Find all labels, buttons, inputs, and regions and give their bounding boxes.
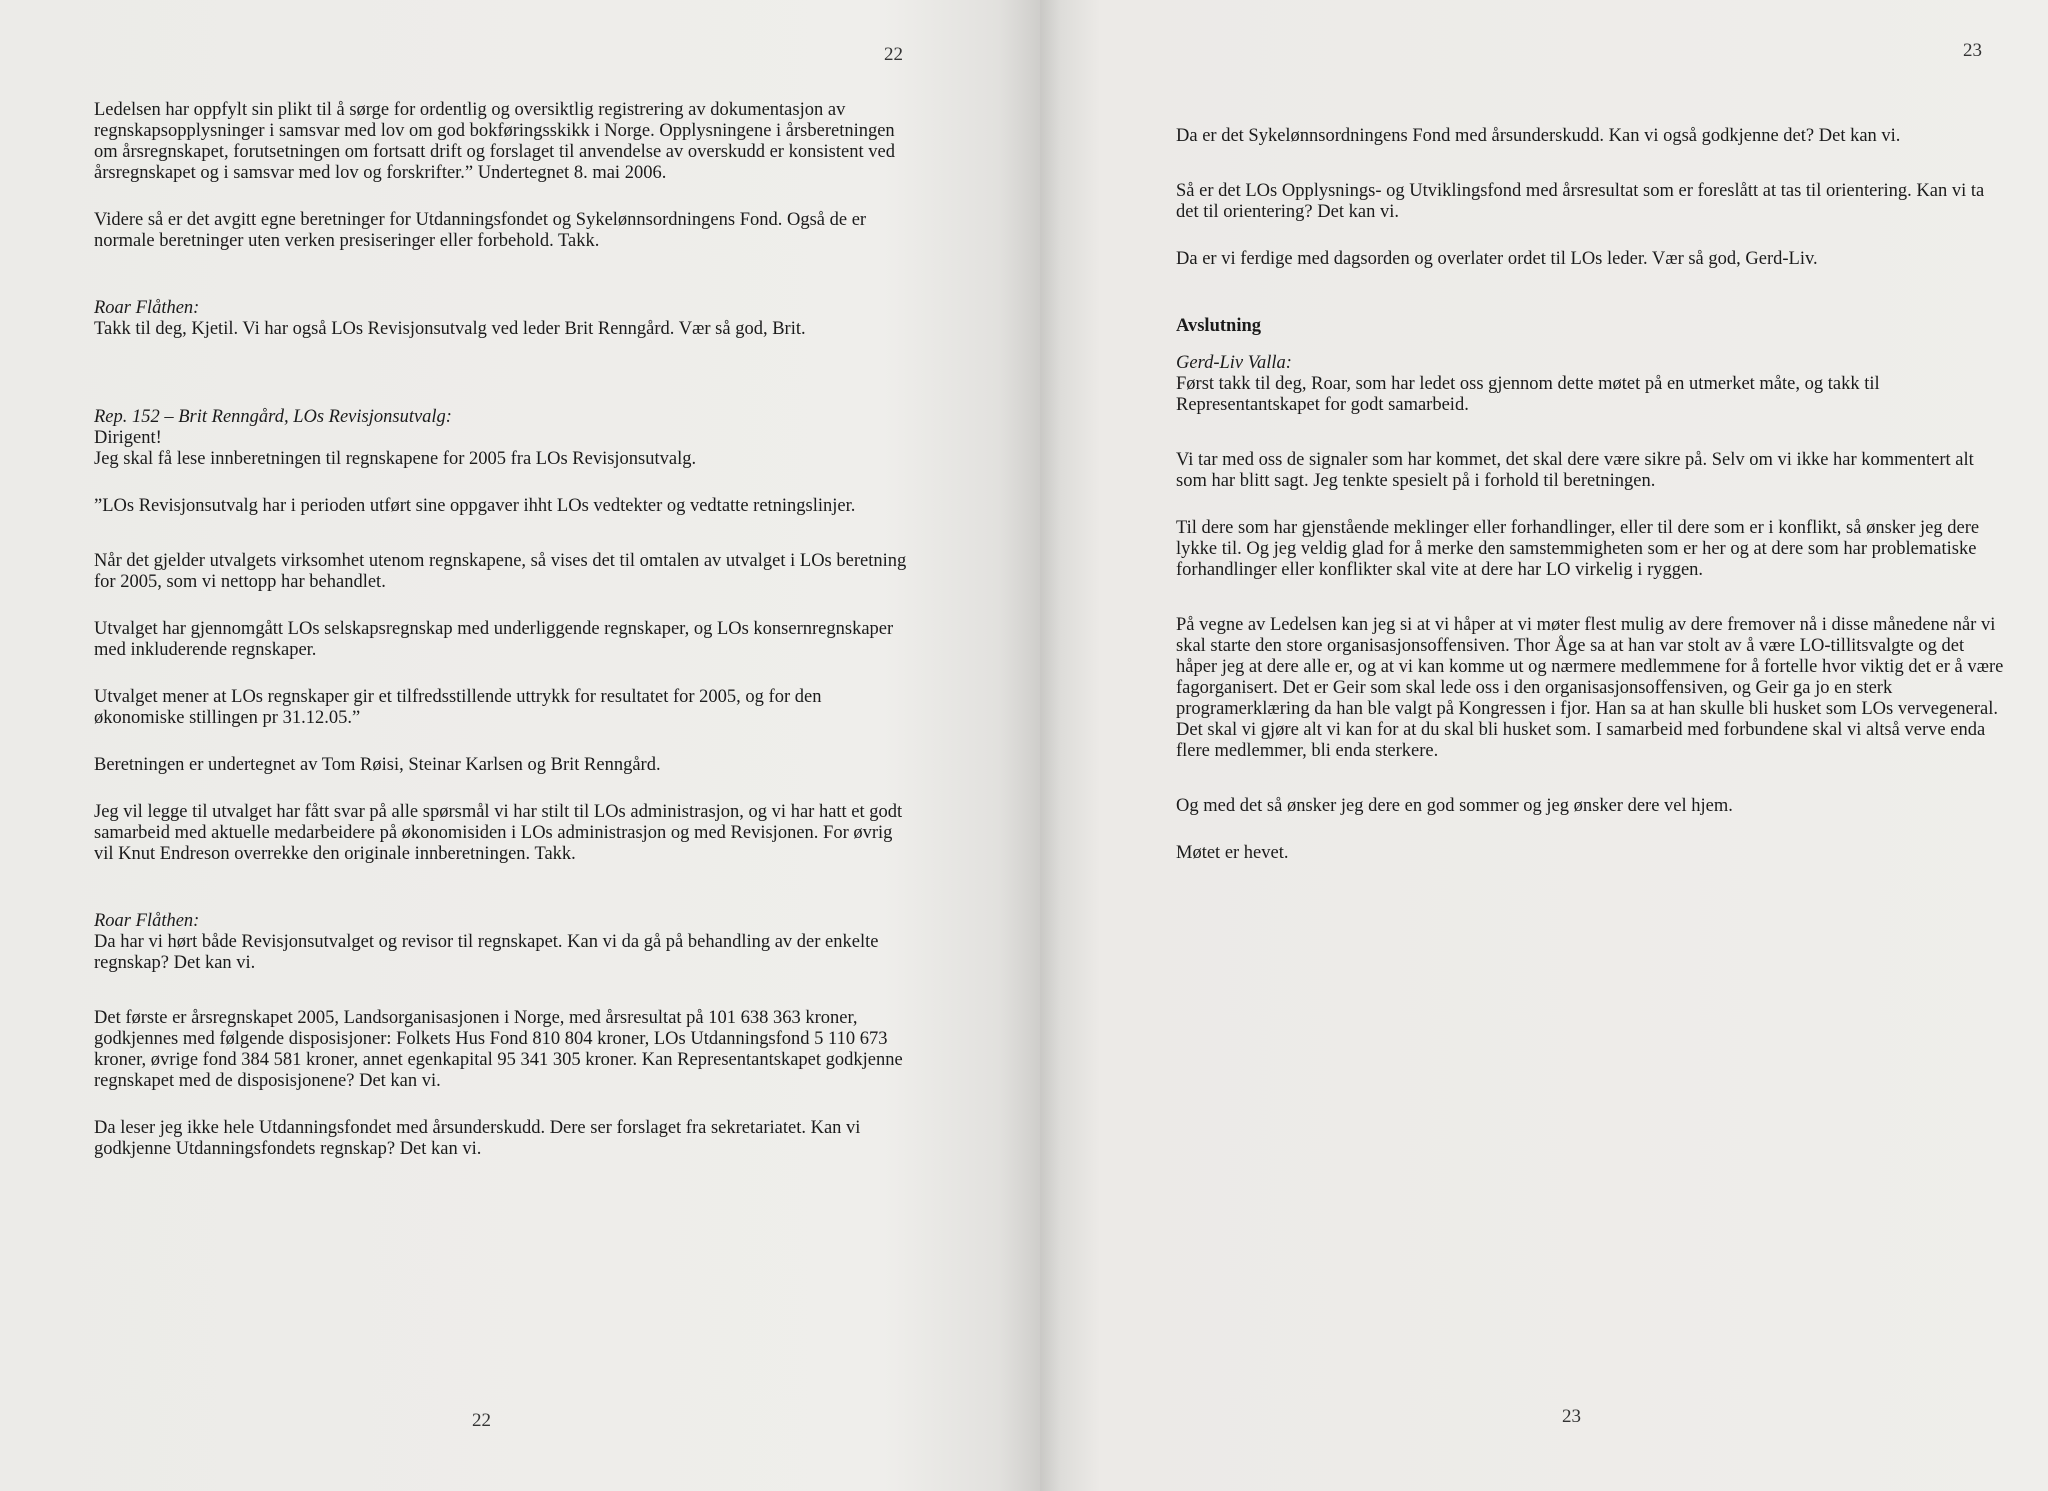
paragraph: Videre så er det avgitt egne beretninger for Utdanningsfondet og Sykelønnsordningens Fond. Også de er normale beretninger uten verken presiseringer eller forbehold. Takk. — [94, 210, 867, 251]
paragraph — [94, 386, 914, 470]
paragraph: Så er det LOs Opplysnings- og Utviklingsfond med årsresultat som er foreslått at tas til orientering. Kan vi ta det til orientering? Det kan vi. — [1176, 181, 1985, 222]
paragraph: Til dere som har gjenstående meklinger eller forhandlinger, eller til dere som er i konflikt, så ønsker jeg dere lykke til. Og jeg veldig glad for å merke den samstemmigheten som er her og at dere som har problematiske forhandlinger eller konflikter skal vite at dere har LO virkelig i ryggen. — [1176, 518, 1980, 580]
paragraph — [94, 911, 914, 974]
paragraph: Da leser jeg ikke hele Utdanningsfondet med årsunderskudd. Dere ser forslaget fra sekretariatet. Kan vi godkjenne Utdanningsfondets regnskap? Det kan vi. — [94, 1118, 861, 1159]
paragraph — [94, 298, 914, 340]
paragraph: Møtet er hevet. — [1176, 843, 1289, 863]
page-number-top: 22 — [884, 44, 903, 65]
right-page-body — [1176, 126, 2006, 890]
paragraph: Det første er årsregnskapet 2005, Landsorganisasjonen i Norge, med årsresultat på 101 638 363 kroner, godkjennes med følgende disposisjoner: Folkets Hus Fond 810 804 kroner, LOs Utdanningsfond 5 110 673 kroner, øvrige fond 384 581 kroner, annet egenkapital 95 341 305 kroner. Kan Representantskapet godkjenne regnskapet med de disposisjonene? Det kan vi. — [94, 1008, 903, 1091]
paragraph-text: Takk til deg, Kjetil. Vi har også LOs Revisjonsutvalg ved leder Brit Renngård. Vær så god, Brit. — [94, 319, 806, 339]
paragraph: Når det gjelder utvalgets virksomhet utenom regnskapene, så vises det til omtalen av utvalget i LOs beretning for 2005, som vi nettopp har behandlet. — [94, 551, 907, 592]
right-page — [1040, 0, 2048, 1491]
speaker-name: Roar Flåthen: — [94, 911, 200, 931]
paragraph: Ledelsen har oppfylt sin plikt til å sørge for ordentlig og oversiktlig registrering av dokumentasjon av regnskapsopplysninger i samsvar med lov om god bokføringsskikk i Norge. Opplysningene i årsberetningen om årsregnskapet, forutsetningen om fortsatt drift og forslaget til anvendelse av overskudd er konsistent ved årsregnskapet og i samsvar med lov og forskrifter.” Undertegnet 8. mai 2006. — [94, 100, 895, 183]
paragraph: På vegne av Ledelsen kan jeg si at vi håper at vi møter flest mulig av dere fremover nå i disse månedene når vi skal starte den store organisasjonsoffensiven. Thor Åge sa at han var stolt av å være LO-tillitsvalgte og det håper jeg at dere alle er, og at vi kan komme ut og nærmere medlemmene for å fortelle hvor viktig det er å være fagorganisert. Det er Geir som skal lede oss i den organisasjonsoffensiven, og Geir ga jo en sterk programerklæring da han ble valgt på Kongressen i fjor. Han sa at han skulle bli husket som LOs vervegeneral. Det skal vi gjøre alt vi kan for at du skal bli husket som. I samarbeid med forbundene skal vi altså verve enda flere medlemmer, bli enda sterkere. — [1176, 615, 2004, 761]
paragraph: Da er vi ferdige med dagsorden og overlater ordet til LOs leder. Vær så god, Gerd-Liv. — [1176, 249, 1818, 269]
paragraph: Beretningen er undertegnet av Tom Røisi, Steinar Karlsen og Brit Renngård. — [94, 755, 661, 775]
paragraph — [1176, 316, 2006, 416]
page-number-top: 23 — [1963, 40, 1982, 61]
page-number-bottom: 22 — [472, 1410, 491, 1431]
section-heading: Avslutning — [1176, 316, 1261, 336]
left-page-body — [94, 100, 914, 1186]
speaker-name: Roar Flåthen: — [94, 298, 200, 318]
speaker-name: Gerd-Liv Valla: — [1176, 353, 1292, 373]
paragraph: ”LOs Revisjonsutvalg har i perioden utført sine oppgaver ihht LOs vedtekter og vedtatte retningslinjer. — [94, 496, 856, 516]
paragraph: Utvalget har gjennomgått LOs selskapsregnskap med underliggende regnskaper, og LOs konsernregnskaper med inkluderende regnskaper. — [94, 619, 894, 660]
paragraph: Vi tar med oss de signaler som har kommet, det skal dere være sikre på. Selv om vi ikke har kommentert alt som har blitt sagt. Jeg tenkte spesielt på i forhold til beretningen. — [1176, 450, 1974, 491]
paragraph-text: Først takk til deg, Roar, som har ledet oss gjennom dette møtet på en utmerket måte, og takk til Representantskapet for godt samarbeid. — [1176, 374, 1880, 415]
page-number-bottom: 23 — [1562, 1406, 1581, 1427]
paragraph-text: Dirigent! Jeg skal få lese innberetningen til regnskapene for 2005 fra LOs Revisjonsutvalg. — [94, 428, 697, 469]
paragraph: Da er det Sykelønnsordningens Fond med årsunderskudd. Kan vi også godkjenne det? Det kan vi. — [1176, 126, 1901, 146]
paragraph: Jeg vil legge til utvalget har fått svar på alle spørsmål vi har stilt til LOs administrasjon, og vi har hatt et godt samarbeid med aktuelle medarbeidere på økonomisiden i LOs administrasjon og med Revisjonen. For øvrig vil Knut Endreson overrekke den originale innberetningen. Takk. — [94, 802, 903, 864]
paragraph-text: Da har vi hørt både Revisjonsutvalget og revisor til regnskapet. Kan vi da gå på behandling av der enkelte regnskap? Det kan vi. — [94, 932, 879, 973]
paragraph: Og med det så ønsker jeg dere en god sommer og jeg ønsker dere vel hjem. — [1176, 796, 1733, 816]
paragraph: Utvalget mener at LOs regnskaper gir et tilfredsstillende uttrykk for resultatet for 2005, og for den økonomiske stillingen pr 31.12.05.” — [94, 687, 822, 728]
speaker-name: Rep. 152 – Brit Renngård, LOs Revisjonsutvalg: — [94, 407, 452, 427]
